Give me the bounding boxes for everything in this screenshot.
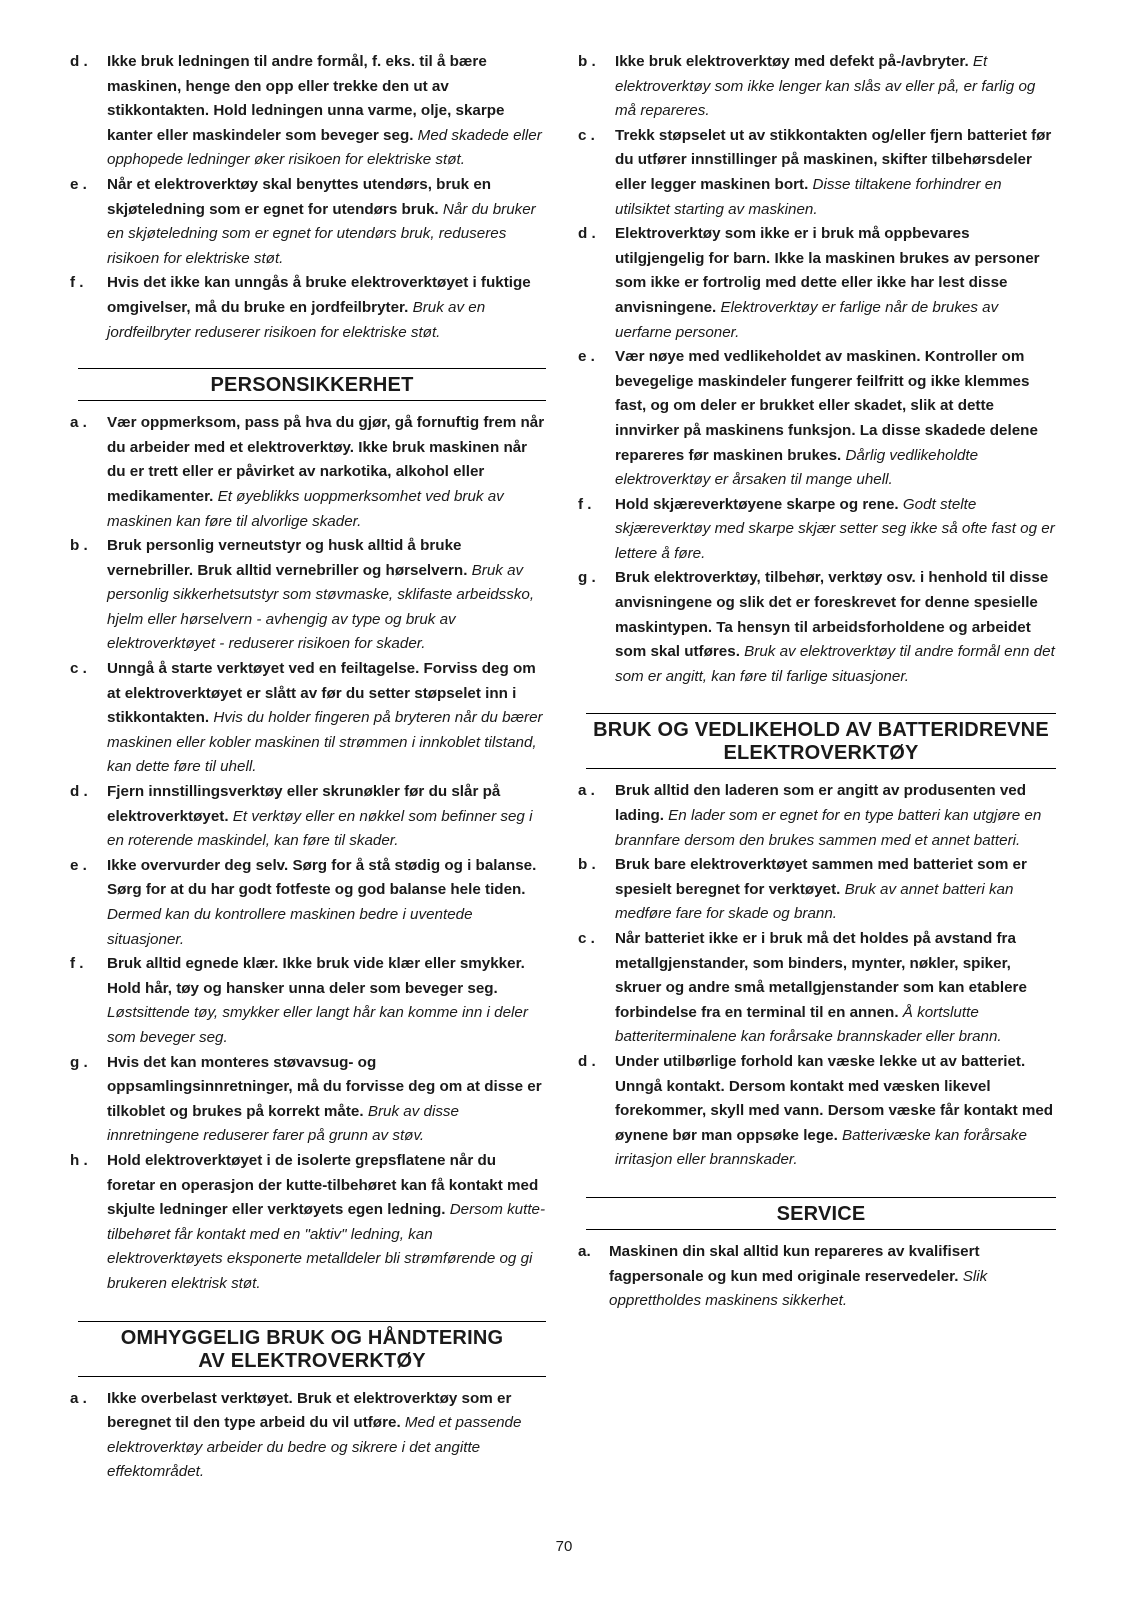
explanation-text: Disse tiltakene forhindrer en utilsiktet starting av maskinen. [615,175,1002,218]
instruction-text: Hvis det kan monteres støvavsug- og oppsamlingsinnretninger, må du forvisse deg om at disse er tilkoblet og brukes på korrekt måte. [107,1053,542,1120]
item-label: e . [70,175,87,193]
explanation-text: En lader som er egnet for en type batteri kan utgjøre en brannfare dersom den brukes sammen med et annet batteri. [615,807,1042,849]
list-item [70,271,546,345]
intro-list [70,50,546,345]
explanation-text: Løstsittende tøy, smykker eller langt hår kan komme inn i deler som beveger seg. [107,1004,528,1046]
item-text [107,1387,546,1485]
explanation-text: Med et passende elektroverktøy arbeider du bedre og sikrere i det angitte effektområdet. [107,1414,522,1481]
explanation-text: Et elektroverktøy som ikke lenger kan slås av eller på, er farlig og må repareres. [615,53,1036,120]
item-label: a. [578,1242,591,1260]
section-heading-personal-safety: PERSONSIKKERHET [78,368,546,401]
explanation-text: Dermed kan du kontrollere maskinen bedre i uventede situasjoner. [107,906,473,948]
instruction-text: Når et elektroverktøy skal benyttes utendørs, bruk en skjøteledning som er egnet for utendørs bruk. [107,175,492,218]
instruction-text: Ikke bruk ledningen til andre formål, f. eks. til å bære maskinen, henge den opp eller trekke den ut av stikkontakten. Hold ledningen unna varme, olje, skarpe kanter eller maskindeler som beveger seg. [107,53,505,144]
item-text [107,173,546,271]
instruction-text: Bruk personlig verneutstyr og husk alltid å bruke vernebriller. Bruk alltid vernebriller og hørselvern. [107,537,468,579]
explanation-text: Bruk av disse innretningene reduserer farer på grunn av støv. [107,1102,459,1145]
explanation-text: Hvis du holder fingeren på bryteren når du bærer maskinen eller kobler maskinen til strømmen i innkoblet tilstand, kan dette føre til uhell. [107,709,543,776]
instruction-text: Bruk alltid den laderen som er angitt av produsenten ved lading. [615,782,1026,825]
item-label: a . [70,1389,87,1407]
instruction-text: Når batteriet ikke er i bruk må det holdes på avstand fra metallgjenstander, som binders, mynter, nøkler, spiker, skruer og andre små metallgjenstander som kan etablere forbindelse fra en terminal til en annen. [615,930,1027,1021]
item-label: e . [578,348,595,366]
item-label: f . [70,274,84,292]
item-text [615,124,1056,222]
list-item [70,534,546,657]
explanation-text: Et øyeblikks uoppmerksomhet ved bruk av maskinen kan føre til alvorlige skader. [107,487,504,530]
item-label: d . [70,783,88,801]
item-label: b . [578,53,596,70]
instruction-text: Trekk støpselet ut av stikkontakten og/eller fjern batteriet før du utfører innstillinger på maskinen, skifter tilbehørsdeler eller legger maskinen bort. [615,126,1052,193]
explanation-text: Et verktøy eller en nøkkel som befinner seg i en roterende maskindel, kan føre til skader. [107,807,533,850]
list-item [578,493,1056,567]
list-item [578,50,1056,124]
list-item [578,1240,1056,1314]
item-text [615,345,1056,493]
explanation-text: Dårlig vedlikeholdte elektroverktøy er årsaken til mange uhell. [615,446,979,489]
instruction-text: Ikke bruk elektroverktøy med defekt på-/avbryter. [615,53,969,70]
page-number: 70 [555,1538,573,1555]
item-label: d . [578,225,596,243]
instruction-text: Hvis det ikke kan unngås å bruke elektroverktøyet i fuktige omgivelser, må du bruke en jordfeilbryter. [107,274,531,316]
instruction-text: Fjern innstillingsverktøy eller skrunøkler før du slår på elektroverktøyet. [107,783,501,825]
personal-safety-list [70,411,546,1296]
item-text [107,534,546,657]
item-label: g . [70,1053,88,1071]
list-item [70,50,546,173]
instruction-text: Ikke overbelast verktøyet. Bruk et elektroverktøy som er beregnet til den type arbeid du vil utføre. [107,1389,512,1432]
explanation-text: Å kortslutte batteriterminalene kan forårsake brannskader eller brann. [615,1003,1002,1046]
list-item [70,1051,546,1149]
explanation-text: Bruk av elektroverktøy til andre formål enn det som er angitt, kan føre til farlige situasjoner. [615,643,1055,685]
item-text [615,1050,1056,1173]
instruction-text: Vær oppmerksom, pass på hva du gjør, gå fornuftig frem når du arbeider med et elektroverktøy. Ikke bruk maskinen når du er trett eller er påvirket av narkotika, alkohol eller medikamenter. [107,414,545,505]
item-label: f . [70,955,84,973]
item-text [107,854,546,952]
instruction-text: Maskinen din skal alltid kun repareres av kvalifisert fagpersonale og kun med originale reservedeler. [609,1242,980,1285]
list-item [578,1050,1056,1173]
list-item [578,124,1056,222]
service-list [578,1240,1056,1314]
careful-use-continued-list [578,50,1056,689]
instruction-text: Bruk elektroverktøy, tilbehør, verktøy osv. i henhold til disse anvisningene og slik det er foreskrevet for denne spesielle maskintypen. Ta hensyn til arbeidsforholdene og arbeidet som skal utføres. [615,569,1049,661]
item-label: b . [70,537,88,555]
instruction-text: Hold elektroverktøyet i de isolerte grepsflatene når du foretar en operasjon der kutte-tilbehøret kan få kontakt med skjulte ledninger eller verktøyets egen ledning. [107,1151,539,1219]
battery-list [578,779,1056,1173]
explanation-text: Batterivæske kan forårsake irritasjon eller brannskader. [615,1126,1027,1169]
instruction-text: Bruk bare elektroverktøyet sammen med batteriet som er spesielt beregnet for verktøyet. [615,856,1027,898]
item-label: d . [578,1052,596,1070]
explanation-text: Dersom kutte-tilbehøret får kontakt med en "aktiv" ledning, kan elektroverktøyets eksponerte metalldeler bli strømførende og gi brukeren elektrisk støt. [107,1201,546,1292]
list-item [70,173,546,271]
list-item [578,853,1056,927]
instruction-text: Vær nøye med vedlikeholdet av maskinen. Kontroller om bevegelige maskindeler fungerer feilfritt og ikke klemmes fast, og om deler er brukket eller skadet, slik at dette innvirker på maskinens funksjon. La disse skadede delene repareres før maskinen brukes. [615,348,1038,464]
list-item [70,1387,546,1485]
list-item [70,854,546,952]
list-item [578,345,1056,493]
list-item [70,780,546,854]
item-label: f . [578,495,592,513]
item-text [615,50,1056,124]
section-heading-battery: BRUK OG VEDLIKEHOLD AV BATTERIDREVNE ELEKTROVERKTØY [586,713,1056,769]
list-item [70,1149,546,1297]
item-label: e . [70,856,87,874]
item-label: d . [70,53,88,70]
list-item [578,566,1056,689]
section-heading-careful-use: OMHYGGELIG BRUK OG HÅNDTERING AV ELEKTROVERKTØY [78,1321,546,1377]
section-heading-service: SERVICE [586,1197,1056,1230]
instruction-text: Under utilbørlige forhold kan væske lekke ut av batteriet. Unngå kontakt. Dersom kontakt med væsken likevel forekommer, skyll med vann. Dersom væske får kontakt med øynene bør man oppsøke lege. [615,1052,1054,1144]
list-item [70,657,546,780]
item-label: c . [70,660,87,678]
list-item [578,222,1056,345]
instruction-text: Bruk alltid egnede klær. Ikke bruk vide klær eller smykker. Hold hår, tøy og hansker unna deler som beveger seg. [107,955,525,997]
instruction-text: Ikke overvurder deg selv. Sørg for å stå stødig og i balanse. Sørg for at du har godt fotfeste og god balanse hele tiden. [107,856,537,899]
list-item [70,952,546,1050]
item-label: a . [70,414,87,432]
instruction-text: Unngå å starte verktøyet ved en feiltagelse. Forviss deg om at elektroverktøyet er slått av før du setter støpselet inn i stikkontakten. [107,660,536,727]
item-text [615,493,1056,567]
careful-use-list [70,1387,546,1485]
explanation-text: Bruk av personlig sikkerhetsutstyr som støvmaske, sklifaste arbeidssko, hjelm eller hørselvern - avhengig av type og bruk av elektroverktøyet - reduserer risikoen for skader. [107,561,535,653]
instruction-text: Elektroverktøy som ikke er i bruk må oppbevares utilgjengelig for barn. Ikke la maskinen brukes av personer som ikke er fortrolig med dette eller ikke har lest disse anvisningene. [615,225,1040,316]
item-text [107,50,546,173]
item-text [107,657,546,780]
item-text [615,927,1056,1050]
item-label: h . [70,1151,88,1169]
explanation-text: Med skadede eller opphopede ledninger øker risikoen for elektriske støt. [107,126,542,169]
item-label: g . [578,569,596,587]
instruction-text: Hold skjæreverktøyene skarpe og rene. [615,495,899,513]
explanation-text: Når du bruker en skjøteledning som er egnet for utendørs bruk, reduseres risikoen for elektriske støt. [107,200,536,267]
item-text [107,271,546,345]
list-item [578,779,1056,853]
item-label: b . [578,856,596,874]
item-label: a . [578,782,595,800]
item-label: c . [578,126,595,144]
explanation-text: Bruk av annet batteri kan medføre fare for skade og brann. [615,880,1014,923]
left-column [70,50,546,1485]
item-text [107,780,546,854]
item-text [107,1149,546,1297]
explanation-text: Slik opprettholdes maskinens sikkerhet. [609,1267,988,1310]
item-text [615,566,1056,689]
item-text [107,952,546,1050]
explanation-text: Bruk av en jordfeilbryter reduserer risikoen for elektriske støt. [107,298,486,341]
item-label: c . [578,930,595,947]
item-text [107,411,546,534]
list-item [70,411,546,534]
item-text [615,222,1056,345]
explanation-text: Godt stelte skjæreverktøy med skarpe skjær setter seg ikke så ofte fast og er lettere å føre. [615,495,1055,562]
item-text [615,853,1056,927]
item-text [615,779,1056,853]
list-item [578,927,1056,1050]
explanation-text: Elektroverktøy er farlige når de brukes av uerfarne personer. [615,298,999,341]
item-text [107,1051,546,1149]
item-text [609,1240,1056,1314]
right-column [578,50,1056,1314]
